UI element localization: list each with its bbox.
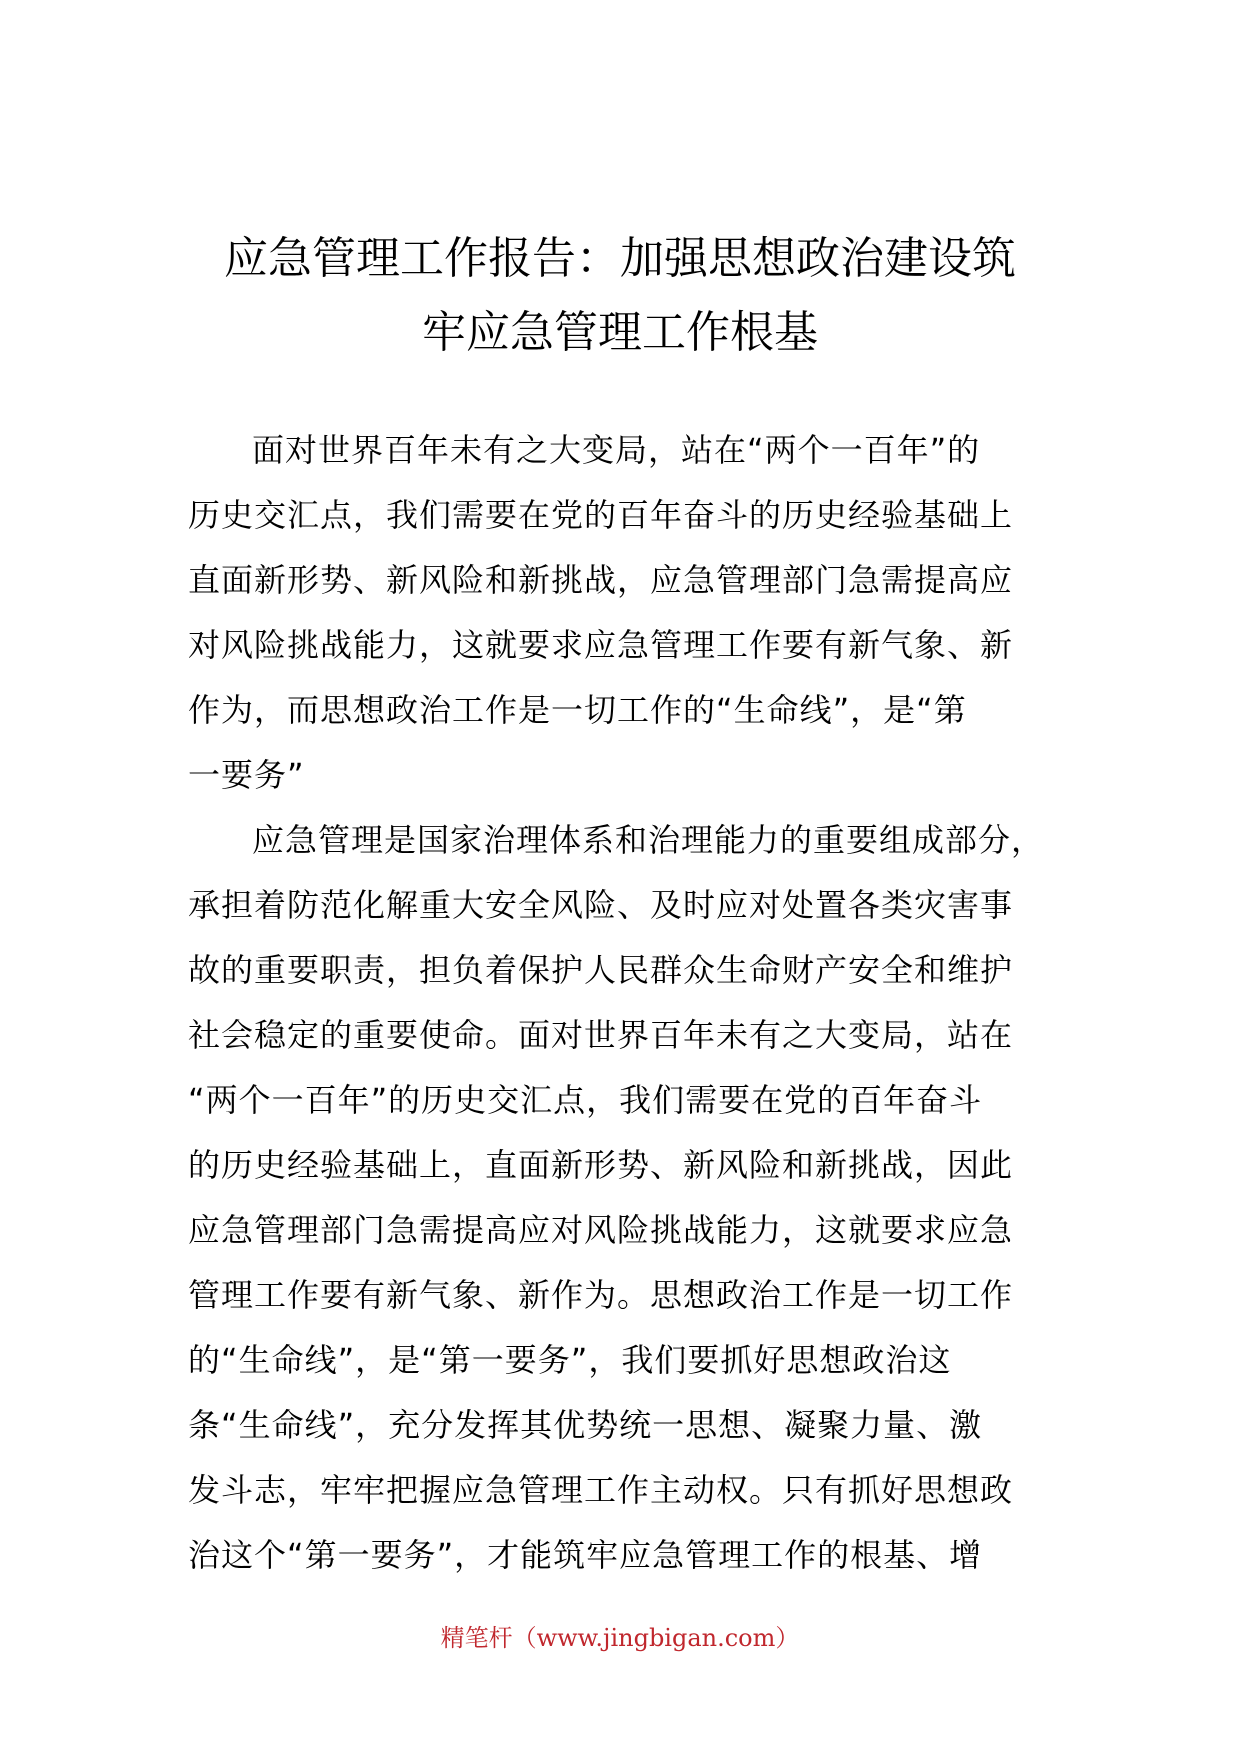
paragraph-line: 承担着防范化解重大安全风险、及时应对处置各类灾害事 <box>188 886 1014 924</box>
paragraph-1 <box>188 418 1068 808</box>
paragraph-line: 直面新形势、新风险和新挑战，应急管理部门急需提高应 <box>188 561 1014 599</box>
title-line-2: 牢应急管理工作根基 <box>422 307 818 358</box>
paragraph-line: 条“生命线”，充分发挥其优势统一思想、凝聚力量、激 <box>188 1406 983 1444</box>
paragraph-2 <box>188 808 1068 1588</box>
paragraph-line: 社会稳定的重要使命。面对世界百年未有之大变局，站在 <box>188 1016 1014 1054</box>
paragraph-line: 对风险挑战能力，这就要求应急管理工作要有新气象、新 <box>188 626 1014 664</box>
paragraph-line: 的历史经验基础上，直面新形势、新风险和新挑战，因此 <box>188 1146 1014 1184</box>
title-line-1: 应急管理工作报告：加强思想政治建设筑 <box>224 233 1016 284</box>
paragraph-line: 管理工作要有新气象、新作为。思想政治工作是一切工作 <box>188 1276 1014 1314</box>
paragraph-line: 故的重要职责，担负着保护人民群众生命财产安全和维护 <box>188 951 1014 989</box>
paragraph-line: 面对世界百年未有之大变局，站在“两个一百年”的 <box>252 431 981 469</box>
document-title <box>150 222 1090 370</box>
paragraph-line: “两个一百年”的历史交汇点，我们需要在党的百年奋斗 <box>188 1081 983 1119</box>
paragraph-line: 作为，而思想政治工作是一切工作的“生命线”，是“第 <box>188 691 967 729</box>
footer-watermark: 精笔杆（www.jingbigan.com） <box>440 1624 800 1652</box>
document-body <box>188 418 1068 1588</box>
paragraph-line: 应急管理是国家治理体系和治理能力的重要组成部分， <box>252 821 1045 859</box>
paragraph-line: 治这个“第一要务”，才能筑牢应急管理工作的根基、增 <box>188 1536 983 1574</box>
paragraph-line: 历史交汇点，我们需要在党的百年奋斗的历史经验基础上 <box>188 496 1014 534</box>
paragraph-line: 发斗志，牢牢把握应急管理工作主动权。只有抓好思想政 <box>188 1471 1014 1509</box>
paragraph-line: 的“生命线”，是“第一要务”，我们要抓好思想政治这 <box>188 1341 952 1379</box>
paragraph-line: 应急管理部门急需提高应对风险挑战能力，这就要求应急 <box>188 1211 1014 1249</box>
paragraph-line: 一要务” <box>188 756 305 794</box>
